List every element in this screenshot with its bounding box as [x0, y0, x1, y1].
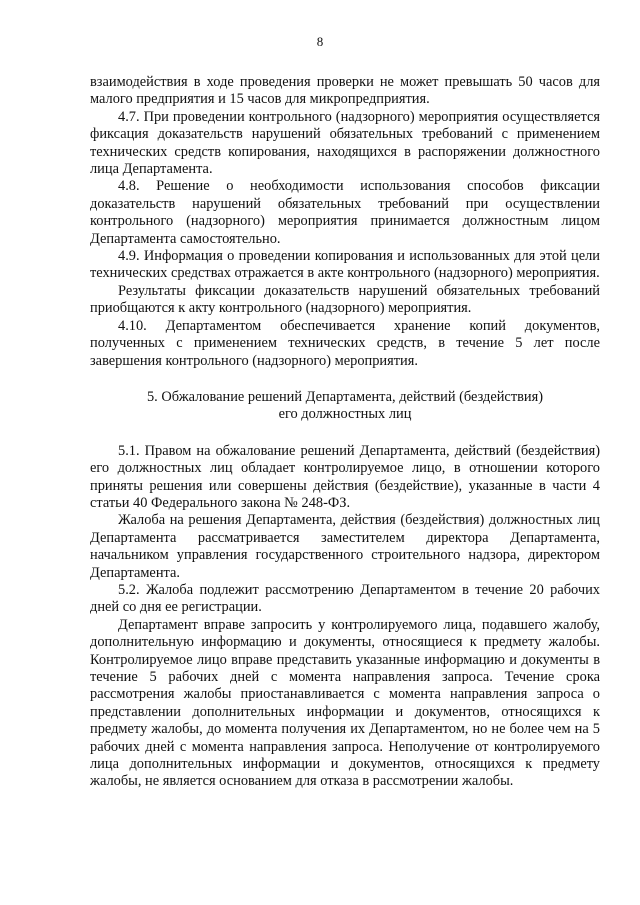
paragraph-4-10: 4.10. Департаментом обеспечивается хранение копий документов, полученных с применением технических средств, в течение 5 лет после завершения контрольного (надзорного) мероприятия.: [90, 317, 600, 369]
page-number: 8: [316, 34, 324, 49]
paragraph-continuation: взаимодействия в ходе проведения проверки не может превышать 50 часов для малого предприятия и 15 часов для микропредприятия.: [90, 74, 600, 108]
paragraph-5-2: 5.2. Жалоба подлежит рассмотрению Департаментом в течение 20 рабочих дней со дня ее регистрации.: [90, 581, 600, 616]
paragraph-4-8: 4.8. Решение о необходимости использования способов фиксации доказательств нарушений обязательных требований при осуществлении контрольного (надзорного) мероприятия принимается должностным лицом Департамента самостоятельно.: [90, 178, 600, 247]
spacer: [90, 424, 600, 443]
paragraph-complaint: Жалоба на решения Департамента, действия (бездействия) должностных лиц Департамента рассматривается заместителем директора Департамента, начальником управления государственного строительного надзора, директором Департамента.: [90, 512, 600, 581]
paragraph-request: Департамент вправе запросить у контролируемого лица, подавшего жалобу, дополнительную информацию и документы, относящиеся к предмету жалобы. Контролируемое лицо вправе представить указанные информацию и документы в течение 5 рабочих дней с момента направления запроса. Течение срока рассмотрения жалобы приостанавливается с момента направления запроса о представлении дополнительных информации и документов, относящихся к предмету жалобы, до момента получения их Департаментом, но не более чем на 5 рабочих дней с момента направления запроса. Неполучение от контролируемого лица дополнительных информации и документов, относящихся к предмету жалобы, не является основанием для отказа в рассмотрении жалобы.: [90, 616, 600, 790]
paragraph-4-7: 4.7. При проведении контрольного (надзорного) мероприятия осуществляется фиксация доказательств нарушений обязательных требований с применением технических средств копирования, находящихся в распоряжении должностного лица Департамента.: [90, 108, 600, 178]
paragraph-5-1: 5.1. Правом на обжалование решений Департамента, действий (бездействия) его должностных лиц обладает контролируемое лицо, в отношении которого приняты решения или совершены действия (бездействие), указанные в части 4 статьи 40 Федерального закона № 248-ФЗ.: [90, 442, 600, 511]
section-heading-line-2: его должностных лиц: [278, 406, 412, 423]
section-heading-line-1: 5. Обжалование решений Департамента, действий (бездействия): [146, 388, 544, 405]
document-body: [90, 74, 600, 791]
paragraph-results: Результаты фиксации доказательств нарушений обязательных требований приобщаются к акту контрольного (надзорного) мероприятия.: [90, 282, 600, 317]
spacer: [90, 370, 600, 389]
paragraph-4-9: 4.9. Информация о проведении копирования и использованных для этой цели технических средствах отражается в акте контрольного (надзорного) мероприятия.: [90, 248, 600, 282]
